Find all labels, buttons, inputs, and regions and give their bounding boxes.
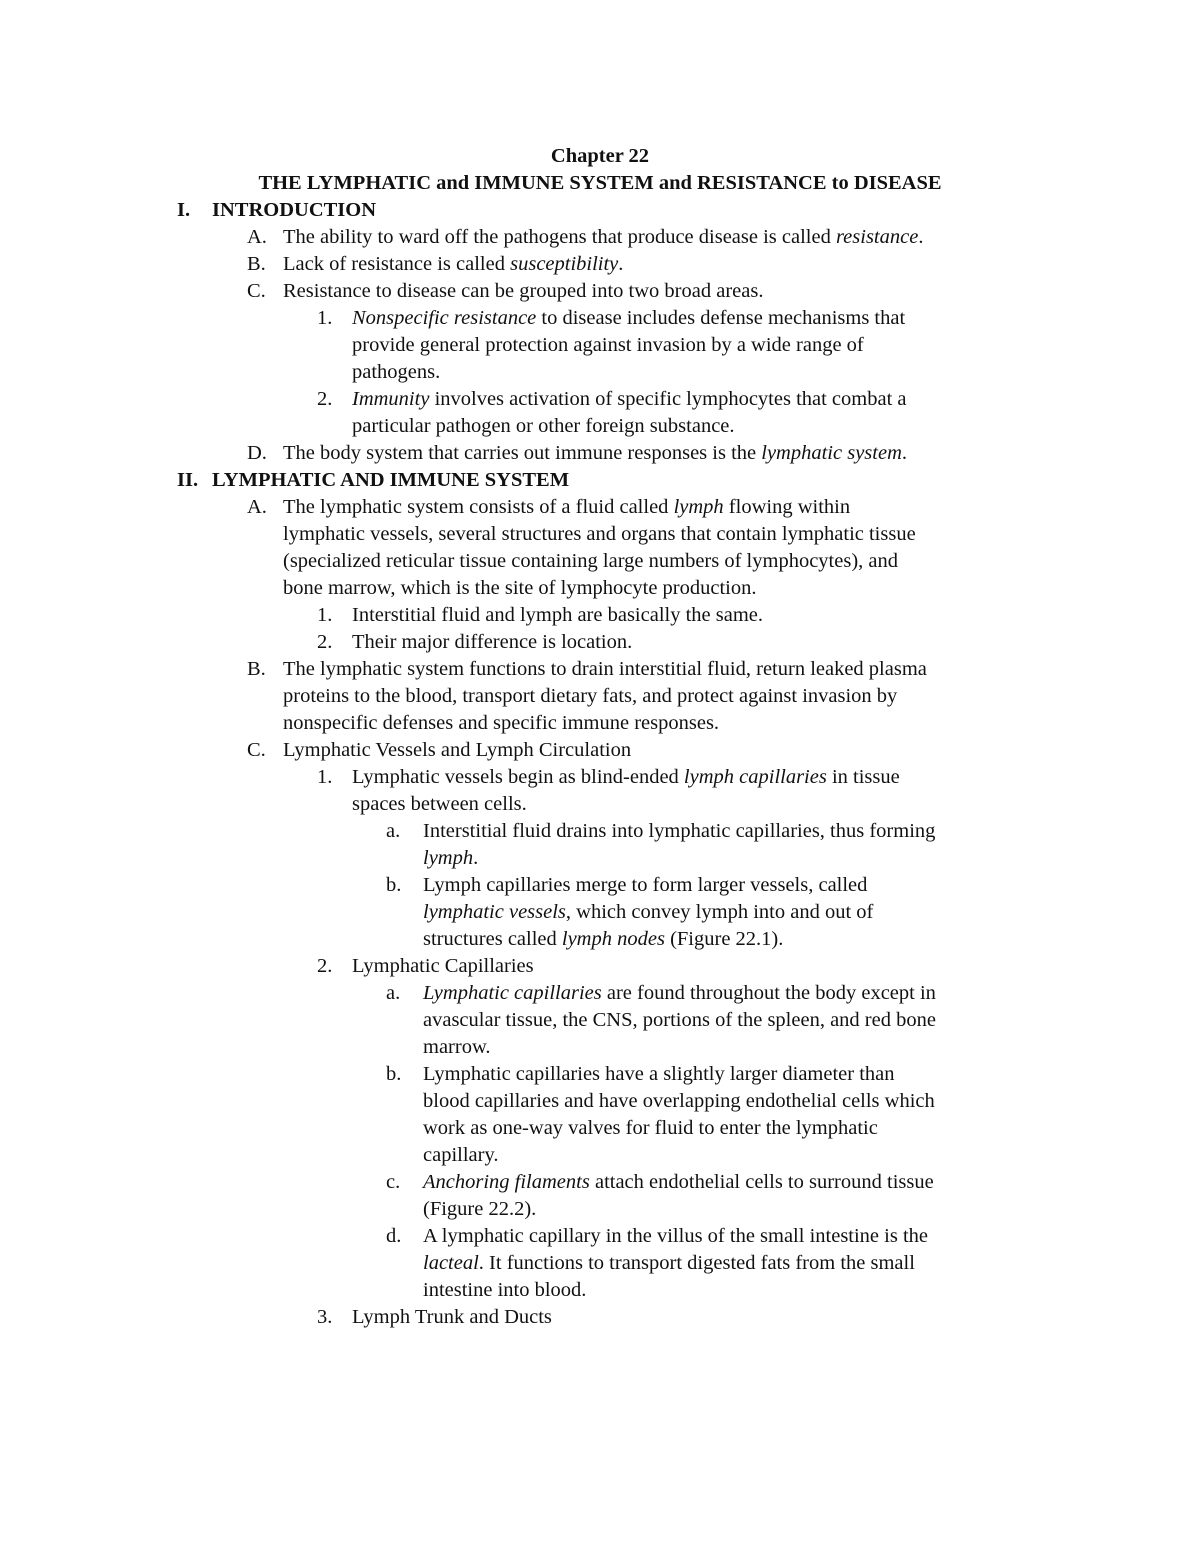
outline-label: D. bbox=[247, 442, 267, 464]
outline-label: 3. bbox=[317, 1306, 333, 1328]
text-segment: pathogens. bbox=[352, 361, 441, 383]
outline-line bbox=[0, 494, 1200, 521]
text-segment: capillary. bbox=[423, 1144, 499, 1166]
text-segment: Resistance to disease can be grouped into two broad areas. bbox=[283, 280, 764, 302]
text-segment: . It functions to transport digested fats from the small bbox=[478, 1252, 915, 1274]
outline-text bbox=[423, 1088, 935, 1115]
chapter-heading: Chapter 22 bbox=[550, 145, 650, 167]
outline-text bbox=[423, 980, 936, 1007]
outline-text bbox=[352, 791, 527, 818]
outline-text bbox=[423, 1250, 915, 1277]
text-segment: to disease includes defense mechanisms that bbox=[536, 307, 906, 329]
outline-label: II. bbox=[177, 469, 199, 491]
text-segment: Lack of resistance is called bbox=[283, 253, 511, 275]
outline-label: a. bbox=[386, 982, 401, 1004]
text-segment: The lymphatic system functions to drain interstitial fluid, return leaked plasma bbox=[283, 658, 927, 680]
outline-line bbox=[0, 1088, 1200, 1115]
outline-line bbox=[0, 1034, 1200, 1061]
text-segment: Lymphatic vessels begin as blind-ended bbox=[352, 766, 684, 788]
outline-text bbox=[283, 575, 756, 602]
outline-line bbox=[0, 1223, 1200, 1250]
outline-text bbox=[283, 737, 631, 764]
text-segment: work as one-way valves for fluid to enter the lymphatic bbox=[423, 1117, 878, 1139]
outline-line bbox=[0, 1007, 1200, 1034]
text-segment: Interstitial fluid drains into lymphatic capillaries, thus forming bbox=[423, 820, 936, 842]
outline-line bbox=[0, 953, 1200, 980]
text-segment: The body system that carries out immune responses is the bbox=[283, 442, 762, 464]
outline-line bbox=[0, 629, 1200, 656]
text-segment: involves activation of specific lymphocytes that combat a bbox=[429, 388, 907, 410]
outline-line bbox=[0, 602, 1200, 629]
outline-line bbox=[0, 872, 1200, 899]
term-italic: lymphatic system bbox=[761, 442, 902, 464]
term-italic: resistance bbox=[835, 226, 919, 248]
outline-label: 1. bbox=[317, 307, 333, 329]
outline-body bbox=[0, 197, 1200, 1331]
outline-label: 2. bbox=[317, 388, 333, 410]
outline-line bbox=[0, 764, 1200, 791]
outline-line bbox=[0, 737, 1200, 764]
outline-line bbox=[0, 251, 1200, 278]
text-segment: (specialized reticular tissue containing large numbers of lymphocytes), and bbox=[283, 550, 898, 572]
text-segment: (Figure 22.1). bbox=[664, 928, 784, 950]
outline-label: b. bbox=[386, 1063, 402, 1085]
outline-line bbox=[0, 1250, 1200, 1277]
outline-text bbox=[352, 953, 534, 980]
outline-label: I. bbox=[177, 199, 191, 221]
outline-text bbox=[352, 764, 900, 791]
outline-label: C. bbox=[247, 280, 266, 302]
outline-text bbox=[283, 251, 623, 278]
text-segment: spaces between cells. bbox=[352, 793, 527, 815]
text-segment: marrow. bbox=[423, 1036, 491, 1058]
outline-line bbox=[0, 305, 1200, 332]
outline-text bbox=[423, 1223, 928, 1250]
document-header bbox=[0, 143, 1200, 197]
outline-line bbox=[0, 197, 1200, 224]
outline-label: A. bbox=[247, 226, 267, 248]
outline-line bbox=[0, 413, 1200, 440]
text-segment: flowing within bbox=[723, 496, 851, 518]
outline-line bbox=[0, 683, 1200, 710]
outline-text bbox=[283, 278, 763, 305]
outline-line bbox=[0, 278, 1200, 305]
outline-text bbox=[283, 656, 927, 683]
outline-line bbox=[0, 575, 1200, 602]
outline-line bbox=[0, 548, 1200, 575]
outline-line bbox=[0, 926, 1200, 953]
outline-text bbox=[352, 386, 907, 413]
term-italic: lymph bbox=[423, 847, 474, 869]
text-segment: are found throughout the body except in bbox=[601, 982, 936, 1004]
text-segment: . bbox=[918, 226, 924, 248]
outline-text bbox=[423, 926, 783, 953]
outline-label: B. bbox=[247, 253, 266, 275]
text-segment: The ability to ward off the pathogens that produce disease is called bbox=[283, 226, 836, 248]
text-segment: structures called bbox=[423, 928, 562, 950]
text-segment: avascular tissue, the CNS, portions of the spleen, and red bone bbox=[423, 1009, 936, 1031]
text-segment: provide general protection against invasion by a wide range of bbox=[352, 334, 864, 356]
outline-line bbox=[0, 440, 1200, 467]
outline-line bbox=[0, 386, 1200, 413]
term-italic: Lymphatic capillaries bbox=[423, 982, 602, 1004]
outline-line bbox=[0, 656, 1200, 683]
text-segment: . bbox=[618, 253, 624, 275]
outline-text bbox=[423, 845, 478, 872]
term-italic: lymph bbox=[673, 496, 724, 518]
text-segment: . bbox=[473, 847, 479, 869]
outline-line bbox=[0, 359, 1200, 386]
outline-text bbox=[423, 1034, 491, 1061]
text-segment: The lymphatic system consists of a fluid called bbox=[283, 496, 674, 518]
outline-line bbox=[0, 1142, 1200, 1169]
text-segment: (Figure 22.2). bbox=[423, 1198, 537, 1220]
outline-line bbox=[0, 980, 1200, 1007]
text-segment: Lymphatic Vessels and Lymph Circulation bbox=[283, 739, 632, 761]
text-segment: . bbox=[901, 442, 907, 464]
text-segment: attach endothelial cells to surround tissue bbox=[589, 1171, 934, 1193]
outline-line bbox=[0, 818, 1200, 845]
outline-text bbox=[423, 1277, 586, 1304]
outline-label: 2. bbox=[317, 631, 333, 653]
term-italic: susceptibility bbox=[510, 253, 619, 275]
outline-label: B. bbox=[247, 658, 266, 680]
text-segment: INTRODUCTION bbox=[212, 199, 377, 221]
text-segment: Their major difference is location. bbox=[352, 631, 633, 653]
text-segment: particular pathogen or other foreign substance. bbox=[352, 415, 735, 437]
term-italic: lymph capillaries bbox=[683, 766, 827, 788]
text-segment: blood capillaries and have overlapping endothelial cells which bbox=[423, 1090, 935, 1112]
outline-line bbox=[0, 521, 1200, 548]
outline-text bbox=[283, 548, 898, 575]
outline-label: A. bbox=[247, 496, 267, 518]
outline-text bbox=[423, 1142, 499, 1169]
outline-text bbox=[352, 1304, 552, 1331]
outline-line bbox=[0, 1277, 1200, 1304]
term-italic: lacteal bbox=[423, 1252, 479, 1274]
outline-line bbox=[0, 899, 1200, 926]
text-segment: in tissue bbox=[826, 766, 900, 788]
text-segment: Lymphatic capillaries have a slightly larger diameter than bbox=[423, 1063, 895, 1085]
outline-line bbox=[0, 1196, 1200, 1223]
outline-text bbox=[423, 1196, 536, 1223]
outline-label: 2. bbox=[317, 955, 333, 977]
term-italic: Immunity bbox=[352, 388, 430, 410]
outline-line bbox=[0, 224, 1200, 251]
text-segment: intestine into blood. bbox=[423, 1279, 587, 1301]
chapter-title: THE LYMPHATIC and IMMUNE SYSTEM and RESISTANCE to DISEASE bbox=[258, 172, 942, 194]
outline-text bbox=[352, 629, 632, 656]
outline-text bbox=[212, 197, 376, 224]
outline-line bbox=[0, 332, 1200, 359]
term-italic: Nonspecific resistance bbox=[352, 307, 537, 329]
outline-text bbox=[352, 413, 735, 440]
text-segment: proteins to the blood, transport dietary fats, and protect against invasion by bbox=[283, 685, 898, 707]
outline-text bbox=[283, 494, 850, 521]
outline-text bbox=[423, 899, 873, 926]
outline-text bbox=[283, 440, 907, 467]
outline-text bbox=[423, 818, 935, 845]
outline-text bbox=[352, 305, 905, 332]
outline-label: C. bbox=[247, 739, 266, 761]
outline-text bbox=[423, 872, 867, 899]
outline-text bbox=[423, 1169, 934, 1196]
outline-text bbox=[423, 1115, 878, 1142]
term-italic: Anchoring filaments bbox=[423, 1171, 590, 1193]
outline-text bbox=[352, 602, 763, 629]
outline-text bbox=[283, 683, 897, 710]
text-segment: Lymph capillaries merge to form larger vessels, called bbox=[423, 874, 868, 896]
text-segment: nonspecific defenses and specific immune responses. bbox=[283, 712, 720, 734]
outline-line bbox=[0, 1061, 1200, 1088]
outline-text bbox=[283, 224, 923, 251]
text-segment: Lymph Trunk and Ducts bbox=[352, 1306, 552, 1328]
outline-label: d. bbox=[386, 1225, 402, 1247]
text-segment: bone marrow, which is the site of lymphocyte production. bbox=[283, 577, 757, 599]
outline-text bbox=[283, 710, 719, 737]
term-italic: lymph nodes bbox=[561, 928, 665, 950]
outline-text bbox=[212, 467, 569, 494]
outline-line bbox=[0, 1169, 1200, 1196]
outline-text bbox=[352, 359, 440, 386]
outline-line bbox=[0, 845, 1200, 872]
outline-label: 1. bbox=[317, 766, 333, 788]
outline-text bbox=[352, 332, 864, 359]
text-segment: Lymphatic Capillaries bbox=[352, 955, 534, 977]
outline-label: 1. bbox=[317, 604, 333, 626]
term-italic: lymphatic vessels bbox=[423, 901, 566, 923]
outline-label: b. bbox=[386, 874, 402, 896]
outline-text bbox=[423, 1061, 895, 1088]
outline-text bbox=[283, 521, 916, 548]
outline-line bbox=[0, 710, 1200, 737]
outline-label: a. bbox=[386, 820, 401, 842]
outline-line bbox=[0, 467, 1200, 494]
text-segment: Interstitial fluid and lymph are basically the same. bbox=[352, 604, 764, 626]
text-segment: , which convey lymph into and out of bbox=[565, 901, 874, 923]
text-segment: A lymphatic capillary in the villus of the small intestine is the bbox=[423, 1225, 929, 1247]
outline-line bbox=[0, 1115, 1200, 1142]
text-segment: LYMPHATIC AND IMMUNE SYSTEM bbox=[212, 469, 570, 491]
outline-text bbox=[423, 1007, 936, 1034]
outline-line bbox=[0, 791, 1200, 818]
text-segment: lymphatic vessels, several structures and organs that contain lymphatic tissue bbox=[283, 523, 916, 545]
outline-line bbox=[0, 1304, 1200, 1331]
outline-label: c. bbox=[386, 1171, 401, 1193]
